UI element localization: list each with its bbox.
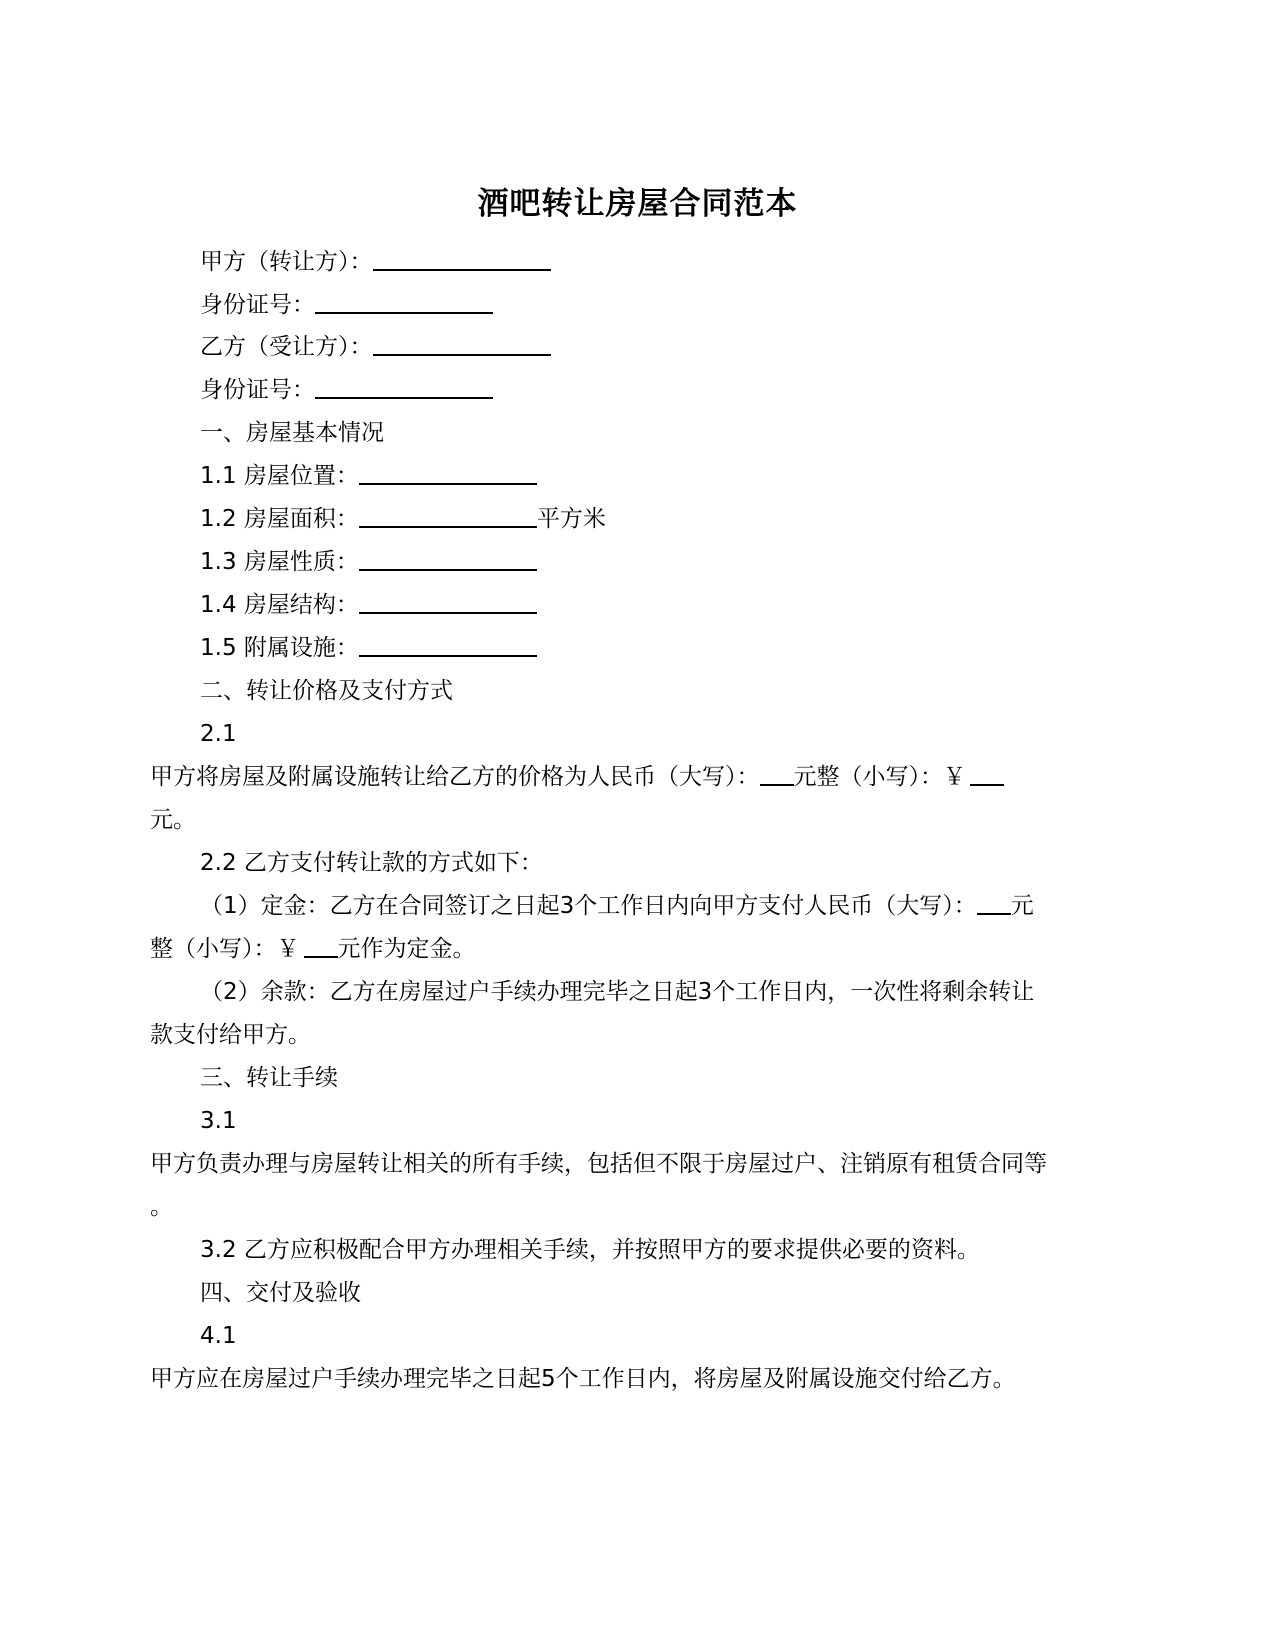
- clause-2-1-text: [150, 762, 1004, 792]
- deposit-figures-blank[interactable]: [304, 934, 338, 958]
- clause-3-1-number: 3.1: [200, 1108, 237, 1134]
- clause-2-2: 2.2 乙方支付转让款的方式如下：: [200, 850, 543, 876]
- clause-2-1-part-b: 元整（小写）：￥: [793, 764, 966, 790]
- deposit-part-d: 元作为定金。: [337, 936, 476, 962]
- party-a-blank[interactable]: [373, 247, 551, 271]
- clause-1-1: [200, 461, 537, 491]
- clause-2-1-number: 2.1: [200, 721, 237, 747]
- deposit-line-2: [150, 934, 476, 964]
- clause-1-5: [200, 633, 537, 663]
- party-b-line: [200, 332, 551, 362]
- party-b-id-blank[interactable]: [315, 375, 493, 399]
- party-b-id-line: [200, 375, 493, 405]
- clause-4-1-text: 甲方应在房屋过户手续办理完毕之日起5个工作日内，将房屋及附属设施交付给乙方。: [150, 1366, 1016, 1392]
- deposit-line: [200, 891, 1034, 921]
- document-title: 酒吧转让房屋合同范本: [477, 186, 798, 222]
- clause-1-4: [200, 590, 537, 620]
- clause-3-1-text: 甲方负责办理与房屋转让相关的所有手续，包括但不限于房屋过户、注销原有租赁合同等: [150, 1151, 1047, 1177]
- clause-1-3: [200, 547, 537, 577]
- party-b-blank[interactable]: [373, 332, 551, 356]
- clause-4-1-number: 4.1: [200, 1323, 237, 1349]
- party-b-id-label: 身份证号：: [200, 377, 315, 403]
- area-unit: 平方米: [536, 506, 606, 532]
- balance-line: （2）余款：乙方在房屋过户手续办理完毕之日起3个工作日内，一次性将剩余转让: [200, 979, 1035, 1005]
- structure-blank[interactable]: [359, 590, 537, 614]
- clause-3-2: 3.2 乙方应积极配合甲方办理相关手续，并按照甲方的要求提供必要的资料。: [200, 1237, 980, 1263]
- location-blank[interactable]: [359, 461, 537, 485]
- section-3-heading: 三、转让手续: [200, 1065, 338, 1091]
- clause-2-1-part-a: 甲方将房屋及附属设施转让给乙方的价格为人民币（大写）：: [150, 764, 760, 790]
- section-1-heading: 一、房屋基本情况: [200, 420, 384, 446]
- clause-1-5-label: 1.5 附属设施：: [200, 635, 359, 661]
- price-words-blank[interactable]: [760, 762, 794, 786]
- nature-blank[interactable]: [359, 547, 537, 571]
- party-a-line: [200, 247, 551, 277]
- section-2-heading: 二、转让价格及支付方式: [200, 678, 453, 704]
- clause-1-2-label: 1.2 房屋面积：: [200, 506, 359, 532]
- clause-1-3-label: 1.3 房屋性质：: [200, 549, 359, 575]
- facilities-blank[interactable]: [359, 633, 537, 657]
- deposit-words-blank[interactable]: [977, 891, 1011, 915]
- deposit-part-c: 整（小写）：￥: [150, 936, 300, 962]
- deposit-part-b: 元: [1010, 893, 1034, 919]
- party-a-label: 甲方（转让方）：: [200, 249, 373, 275]
- clause-2-1-end: 元。: [150, 807, 196, 833]
- deposit-part-a: （1）定金：乙方在合同签订之日起3个工作日内向甲方支付人民币（大写）：: [200, 893, 977, 919]
- clause-1-1-label: 1.1 房屋位置：: [200, 463, 359, 489]
- party-a-id-label: 身份证号：: [200, 292, 315, 318]
- clause-1-2: [200, 504, 606, 534]
- party-a-id-blank[interactable]: [315, 290, 493, 314]
- party-a-id-line: [200, 290, 493, 320]
- clause-1-4-label: 1.4 房屋结构：: [200, 592, 359, 618]
- balance-line-2: 款支付给甲方。: [150, 1022, 311, 1048]
- party-b-label: 乙方（受让方）：: [200, 334, 373, 360]
- clause-3-1-end: 。: [150, 1194, 173, 1220]
- price-figures-blank[interactable]: [970, 762, 1004, 786]
- area-blank[interactable]: [359, 504, 537, 528]
- section-4-heading: 四、交付及验收: [200, 1280, 361, 1306]
